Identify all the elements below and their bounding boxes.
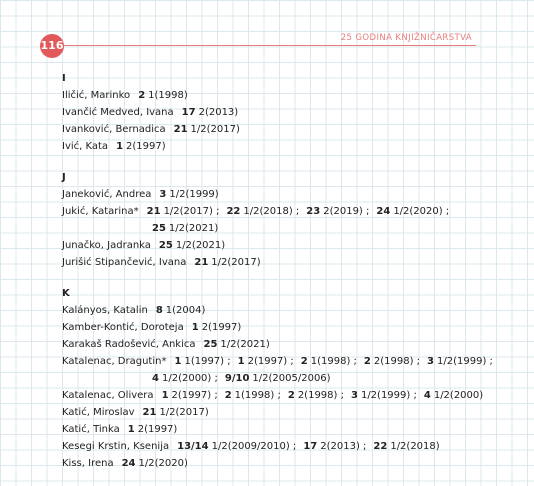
- volume-number: 3: [350, 390, 358, 401]
- issue-year: 2(1997): [137, 424, 178, 435]
- issue-reference: [351, 390, 417, 401]
- issue-reference: [177, 441, 296, 452]
- author-name: Ivančić Medved, Ivana: [62, 107, 174, 118]
- issue-year: 1/2(2020) ;: [393, 206, 450, 217]
- issue-year: 2(1997): [126, 141, 166, 152]
- index-entry: [62, 186, 502, 203]
- volume-number: 2: [363, 356, 371, 367]
- index-entry: [62, 319, 502, 336]
- section-letter: K: [62, 288, 70, 299]
- volume-number: 3: [427, 356, 435, 367]
- volume-number: 9/10: [224, 373, 250, 384]
- index-entry: [62, 438, 502, 455]
- volume-number: 2: [300, 356, 308, 367]
- issue-reference: [303, 441, 366, 452]
- issue-year: 1/2(2009/2010) ;: [211, 441, 297, 452]
- issue-year: 1(1998) ;: [234, 390, 281, 401]
- issue-reference: [152, 223, 218, 234]
- issue-reference: [128, 424, 178, 435]
- issue-reference: [159, 189, 218, 200]
- volume-number: 22: [226, 206, 241, 217]
- issue-year: 2(1998) ;: [373, 356, 421, 367]
- issue-reference: [427, 356, 493, 367]
- author-name: Ivanković, Bernadica: [62, 124, 166, 135]
- issue-reference: [174, 124, 240, 135]
- volume-number: 21: [146, 206, 161, 217]
- issue-year: 1(2004): [165, 305, 206, 316]
- section-letter: J: [62, 172, 66, 183]
- index-entry: [62, 336, 502, 353]
- index-entry: [62, 387, 502, 404]
- issue-year: 1/2(2017): [211, 257, 261, 268]
- author-index: [62, 70, 502, 486]
- issue-reference: [226, 206, 299, 217]
- author-name: Iličić, Marinko: [62, 90, 131, 101]
- issue-reference: [364, 356, 420, 367]
- index-entry: [62, 121, 502, 138]
- issue-reference: [225, 390, 281, 401]
- issue-year: 1/2(2021): [220, 339, 270, 350]
- issue-reference: [301, 356, 357, 367]
- issue-reference: [159, 240, 225, 251]
- issue-year: 1/2(2020): [138, 458, 188, 469]
- index-entry: [62, 455, 502, 472]
- issue-year: 1/2(2017): [190, 124, 240, 135]
- volume-number: 2: [287, 390, 295, 401]
- volume-number: 1: [237, 356, 245, 367]
- issue-reference: [174, 356, 230, 367]
- issue-reference: [225, 373, 331, 384]
- author-name: Ivić, Kata: [62, 141, 109, 152]
- volume-number: 1: [127, 424, 135, 435]
- index-section-i: [62, 70, 502, 155]
- author-name: Jukić, Katarina*: [62, 206, 139, 217]
- issue-year: 2(1998) ;: [297, 390, 344, 401]
- issue-year: 1/2(2018) ;: [243, 206, 300, 217]
- index-section-k: [62, 285, 502, 472]
- volume-number: 4: [423, 390, 431, 401]
- volume-number: 1: [174, 356, 182, 367]
- volume-number: 2: [224, 390, 232, 401]
- index-entry: [62, 353, 502, 370]
- issue-year: 2(2013) ;: [320, 441, 367, 452]
- issue-reference: [116, 141, 166, 152]
- issue-year: 1(1998) ;: [310, 356, 357, 367]
- issue-reference: [147, 206, 220, 217]
- author-name: Junačko, Jadranka: [62, 240, 151, 251]
- index-entry: [62, 104, 502, 121]
- issue-reference: [152, 373, 218, 384]
- index-entry: [62, 421, 502, 438]
- issue-reference: [162, 390, 218, 401]
- issue-reference: [143, 407, 209, 418]
- issue-reference: [204, 339, 270, 350]
- issue-year: 1/2(1999) ;: [360, 390, 417, 401]
- author-name: Kesegi Krstin, Ksenija: [62, 441, 170, 452]
- index-entry: [62, 138, 502, 155]
- volume-number: 3: [159, 189, 167, 200]
- issue-reference: [194, 257, 260, 268]
- volume-number: 25: [158, 240, 173, 251]
- volume-number: 13/14: [177, 441, 209, 452]
- issue-reference: [238, 356, 294, 367]
- volume-number: 25: [152, 223, 166, 234]
- author-name: Kamber-Kontić, Doroteja: [62, 322, 184, 333]
- author-name: Katić, Miroslav: [62, 407, 135, 418]
- volume-number: 8: [155, 305, 163, 316]
- index-entry-continuation: [62, 370, 502, 387]
- issue-reference: [182, 107, 239, 118]
- author-name: Janeković, Andrea: [62, 189, 152, 200]
- volume-number: 22: [373, 441, 388, 452]
- index-entry: [62, 237, 502, 254]
- issue-year: 2(2013): [198, 107, 239, 118]
- volume-number: 24: [121, 458, 136, 469]
- index-entry: [62, 203, 502, 220]
- issue-year: 2(1997): [201, 322, 242, 333]
- index-entry-continuation: [62, 220, 502, 237]
- author-name: Kiss, Irena: [62, 458, 114, 469]
- issue-year: 2(1997) ;: [247, 356, 294, 367]
- author-name: Kalányos, Katalin: [62, 305, 148, 316]
- volume-number: 2: [138, 90, 146, 101]
- volume-number: 17: [181, 107, 196, 118]
- volume-number: 1: [116, 141, 124, 152]
- volume-number: 25: [203, 339, 218, 350]
- issue-year: 1/2(2021): [168, 223, 219, 234]
- index-entry: [62, 302, 502, 319]
- issue-year: 1/2(2005/2006): [252, 373, 331, 384]
- section-letter: I: [62, 73, 66, 84]
- page-number-badge: 116: [40, 34, 64, 58]
- issue-year: 1/2(2017): [159, 407, 209, 418]
- issue-reference: [122, 458, 188, 469]
- volume-number: 1: [191, 322, 199, 333]
- author-name: Jurišić Stipančević, Ivana: [62, 257, 187, 268]
- issue-year: 1/2(2017) ;: [163, 206, 220, 217]
- volume-number: 1: [161, 390, 169, 401]
- issue-reference: [138, 90, 188, 101]
- issue-reference: [156, 305, 206, 316]
- issue-reference: [192, 322, 242, 333]
- author-name: Katalenac, Olivera: [62, 390, 154, 401]
- running-title: 25 GODINA KNJIŽNIČARSTVA: [340, 33, 472, 43]
- issue-year: 2(2019) ;: [323, 206, 370, 217]
- index-entry: [62, 87, 502, 104]
- issue-year: 1/2(2000): [433, 390, 484, 401]
- author-name: Karakaš Radošević, Ankica: [62, 339, 196, 350]
- volume-number: 24: [376, 206, 391, 217]
- author-name: Katalenac, Dragutin*: [62, 356, 167, 367]
- issue-reference: [288, 390, 344, 401]
- issue-year: 1(1998): [148, 90, 188, 101]
- issue-reference: [424, 390, 483, 401]
- volume-number: 17: [303, 441, 318, 452]
- issue-reference: [373, 441, 439, 452]
- index-section-j: [62, 169, 502, 271]
- issue-year: 1(1997) ;: [184, 356, 231, 367]
- issue-year: 1/2(1999): [169, 189, 219, 200]
- issue-year: 1/2(2000) ;: [161, 373, 218, 384]
- index-entry: [62, 254, 502, 271]
- author-name: Katić, Tinka: [62, 424, 120, 435]
- header-rule: [52, 45, 476, 46]
- issue-year: 1/2(2018): [390, 441, 440, 452]
- volume-number: 4: [152, 373, 159, 384]
- issue-year: 1/2(1999) ;: [437, 356, 493, 367]
- issue-year: 1/2(2021): [175, 240, 226, 251]
- index-entry: [62, 404, 502, 421]
- volume-number: 21: [142, 407, 157, 418]
- volume-number: 23: [306, 206, 321, 217]
- issue-reference: [376, 206, 449, 217]
- volume-number: 21: [173, 124, 188, 135]
- issue-reference: [306, 206, 369, 217]
- issue-year: 2(1997) ;: [171, 390, 218, 401]
- volume-number: 21: [194, 257, 209, 268]
